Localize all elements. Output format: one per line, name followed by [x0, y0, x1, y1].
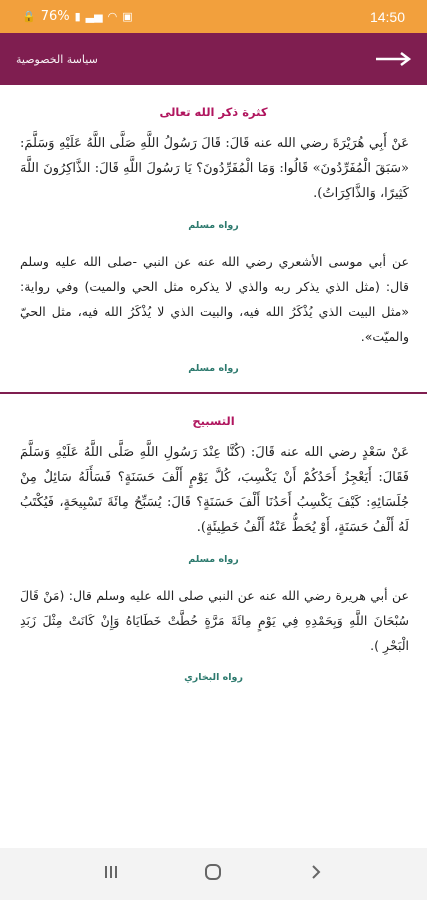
hadith-source: رواه البخاري — [184, 672, 243, 683]
app-title: سياسة الخصوصية — [16, 52, 98, 66]
hadith-text: عن أبي موسى الأشعري رضي الله عنه عن النبي -صلى الله عليه وسلم قال: (مثل الذي يذكر ربه والذي لا يذكره مثل الحي والميت) وفي رواية: «مثل البيت الذي يُذْكَرُ الله فيه، والبيت الذي لا يُذْكَرُ الله فيه، مثل الحيّ والميّت». — [20, 254, 409, 344]
status-left — [22, 9, 133, 24]
back-icon[interactable] — [296, 862, 336, 886]
recent-apps-icon[interactable] — [91, 862, 131, 886]
section-1 — [0, 85, 427, 392]
hadith-text: عن أبي هريرة رضي الله عنه عن النبي صلى الله عليه وسلم قال: (مَنْ قَالَ سُبْحَانَ اللَّهِ وَبِحَمْدِهِ فِي يَوْمٍ مِائَةَ مَرَّةٍ حُطَّتْ خَطَايَاهُ وَإِنْ كَانَتْ مِثْلَ زَبَدِ الْبَحْرِ ). — [20, 588, 409, 653]
notification-icon: ▣ — [122, 10, 133, 23]
section-title: كثرة ذكر الله تعالى — [159, 105, 268, 119]
signal-icon: ▃▅ — [85, 10, 103, 23]
home-icon[interactable] — [193, 862, 233, 887]
status-time: 14:50 — [369, 8, 405, 25]
content-scroll[interactable] — [0, 85, 427, 848]
hadith-source: رواه مسلم — [188, 220, 239, 231]
system-nav-bar — [0, 848, 427, 900]
section-title: التسبيح — [192, 414, 235, 428]
battery-icon: ▮ — [74, 10, 81, 23]
battery-percent: 76% — [40, 9, 70, 24]
hadith-text: عَنْ أَبِي هُرَيْرَةَ رضي الله عنه قَالَ: قَالَ رَسُولُ اللَّهِ صَلَّى اللَّهُ عَلَيْهِ وَسَلَّمَ: «سَبَقَ الْمُفَرِّدُونَ» قَالُوا: وَمَا الْمُفَرِّدُونَ؟ يَا رَسُولَ اللَّهِ قَالَ: الذَّاكِرُونَ اللَّهَ كَثِيرًا، وَالذَّاكِرَاتُ). — [20, 136, 409, 201]
back-arrow-icon[interactable] — [375, 49, 411, 69]
lock-icon: 🔒 — [22, 10, 36, 23]
section-2 — [0, 394, 427, 701]
hadith-source: رواه مسلم — [188, 554, 239, 565]
hadith-text: عَنْ سَعْدٍ رضي الله عنه قَالَ: (كُنَّا عِنْدَ رَسُولِ اللَّهِ صَلَّى اللَّهُ عَلَيْهِ وَسَلَّمَ فَقَالَ: أَيَعْجِزُ أَحَدُكُمْ أَنْ يَكْسِبَ، كُلَّ يَوْمٍ أَلْفَ حَسَنَةٍ؟ فَسَأَلَهُ سَائِلٌ مِنْ جُلَسَائِهِ: كَيْفَ يَكْسِبُ أَحَدُنَا أَلْفَ حَسَنَةٍ؟ قَالَ: يُسَبِّحُ مِائَةَ تَسْبِيحَةٍ، فَيُكْتَبُ لَهُ أَلْفُ حَسَنَةٍ، أَوْ يُحَطُّ عَنْهُ أَلْفُ خَطِيئَةٍ). — [20, 445, 409, 535]
wifi-icon: ◠ — [107, 10, 118, 23]
hadith-source: رواه مسلم — [188, 363, 239, 374]
app-bar — [0, 33, 427, 85]
status-bar — [0, 0, 427, 33]
